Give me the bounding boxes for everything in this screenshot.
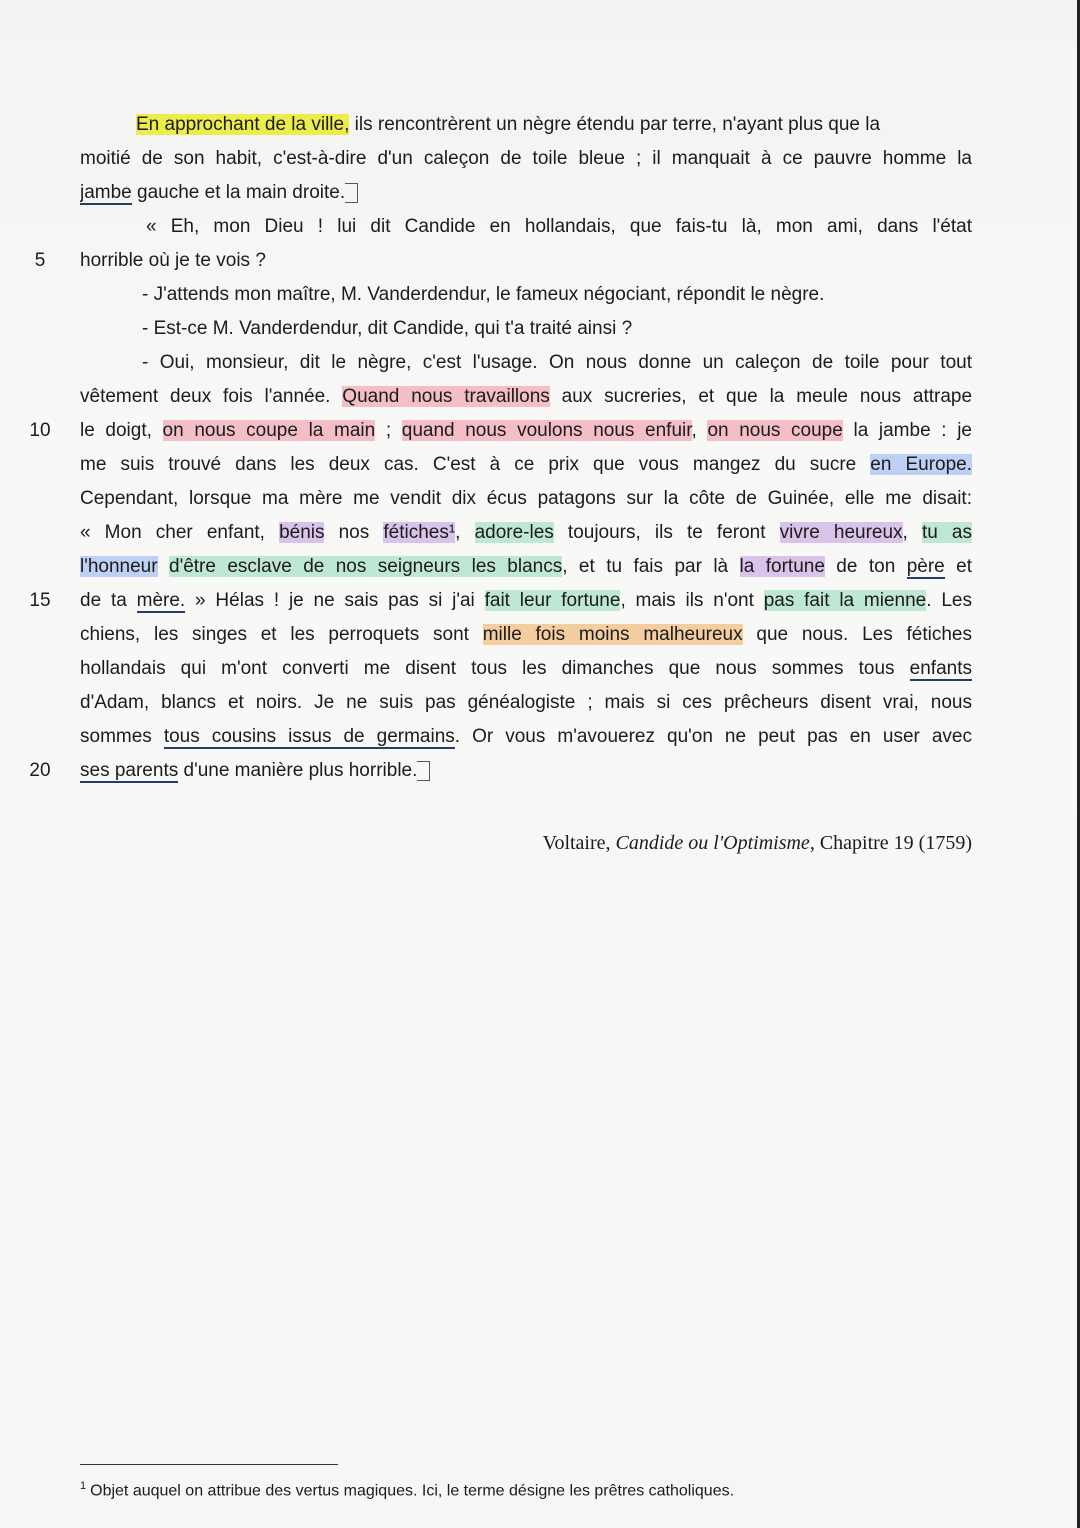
bracket-mark [417,761,430,781]
footnote-mark: 1 [80,1480,87,1492]
line-number-5: 5 [34,250,46,271]
source-author: Voltaire, [542,832,616,854]
source-citation [543,828,972,858]
line-number-10: 10 [29,420,51,441]
text-line-15: de ta mère. » Hélas ! je ne sais pas si j'ai fait leur fortune, mais ils n'ont pas fait la mienne. Les [80,590,972,611]
footnote [80,1474,734,1503]
bracket-mark [345,183,358,203]
text-line-20: ses parents d'une manière plus horrible. [80,754,972,788]
text-line-1: En approchant de la ville, ils rencontrèrent un nègre étendu par terre, n'ayant plus que la [136,114,881,135]
text-line-17: hollandais qui m'ont converti me disent tous les dimanches que nous sommes tous enfants [80,658,972,679]
text-line-12: Cependant, lorsque ma mère me vendit dix écus patagons sur la côte de Guinée, elle me disait: [80,488,972,509]
text-line-10: le doigt, on nous coupe la main ; quand nous voulons nous enfuir, on nous coupe la jambe : je [80,420,972,441]
text-line-14: l'honneur d'être esclave de nos seigneurs les blancs, et tu fais par là la fortune de ton père et [80,556,972,577]
text-line-5: horrible où je te vois ? [80,250,266,271]
text-line-6: - J'attends mon maître, M. Vanderdendur, le fameux négociant, répondit le nègre. [142,284,825,305]
text-line-4: « Eh, mon Dieu ! lui dit Candide en hollandais, que fais-tu là, mon ami, dans l'état [146,216,972,237]
footnote-rule [80,1464,338,1465]
line-number-15: 15 [29,590,51,611]
line-number-20: 20 [29,760,51,781]
footnote-text: Objet auquel on attribue des vertus magiques. Ici, le terme désigne les prêtres catholiques. [90,1482,735,1500]
text-line-9: vêtement deux fois l'année. Quand nous travaillons aux sucreries, et que la meule nous attrape [80,386,972,407]
text-line-16: chiens, les singes et les perroquets sont mille fois moins malheureux que nous. Les fétiches [80,624,972,645]
text-line-7: - Est-ce M. Vanderdendur, dit Candide, qui t'a traité ainsi ? [142,318,633,339]
text-line-19: sommes tous cousins issus de germains. Or vous m'avouerez qu'on ne peut pas en user avec [80,726,972,747]
text-line-13: « Mon cher enfant, bénis nos fétiches¹, adore-les toujours, ils te feront vivre heureux, tu as [80,522,972,543]
text-line-18: d'Adam, blancs et noirs. Je ne suis pas généalogiste ; mais si ces prêcheurs disent vrai, nous [80,692,972,713]
text-line-2: moitié de son habit, c'est-à-dire d'un caleçon de toile bleue ; il manquait à ce pauvre homme la [80,148,972,169]
highlight-en-approchant: En approchant de la ville, [136,114,350,135]
text-line-8: - Oui, monsieur, dit le nègre, c'est l'usage. On nous donne un caleçon de toile pour tout [142,352,972,373]
text-line-3: jambe gauche et la main droite. [80,176,972,210]
text-line-11: me suis trouvé dans les deux cas. C'est à ce prix que vous mangez du sucre en Europe. [80,454,972,475]
source-title: Candide ou l'Optimisme [615,832,810,854]
source-detail: , Chapitre 19 (1759) [809,832,972,854]
